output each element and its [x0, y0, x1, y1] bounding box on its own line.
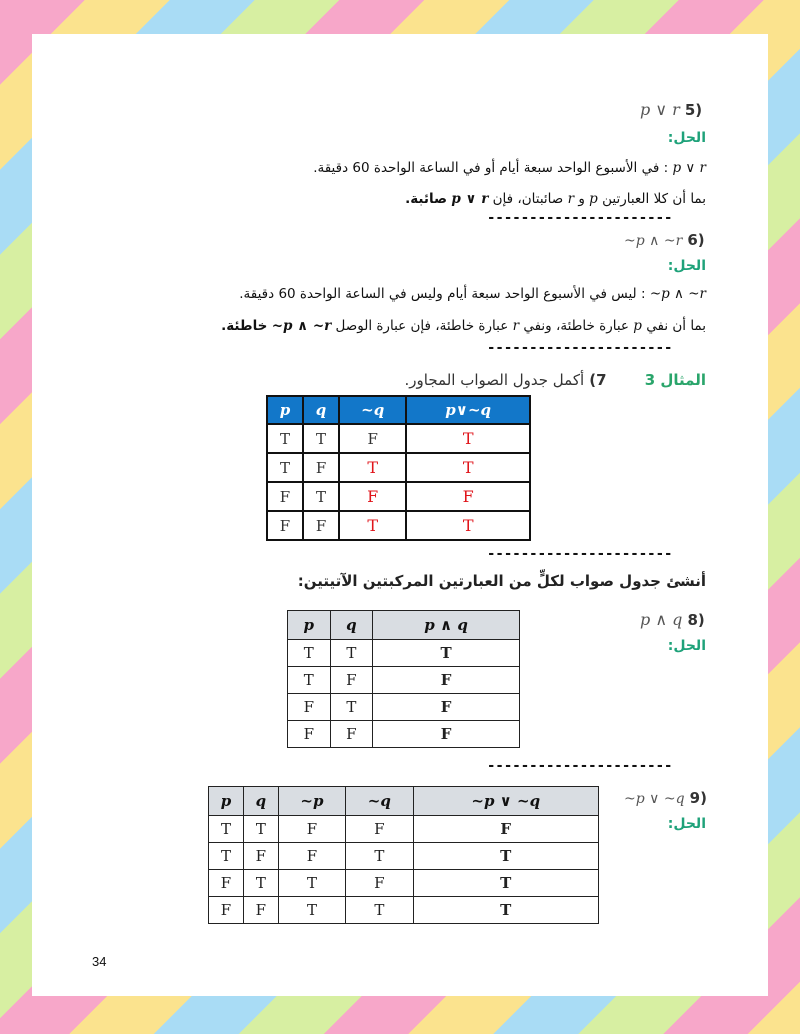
example-3-heading	[405, 370, 706, 389]
table-cell: T	[413, 897, 599, 924]
table-row	[288, 667, 520, 694]
table-row	[267, 424, 530, 453]
separator-1: ----------------------	[487, 210, 673, 226]
header-cell: ~q	[346, 787, 413, 816]
q6-expression: ~p ∧ ~r	[624, 233, 683, 249]
table-header-row	[267, 396, 530, 424]
table-cell: F	[413, 816, 599, 843]
table-cell: F	[267, 511, 303, 540]
table-row	[288, 721, 520, 748]
table-cell: F	[288, 721, 331, 748]
table-cell: F	[330, 721, 373, 748]
table-cell: F	[330, 667, 373, 694]
table-cell: T	[346, 843, 413, 870]
q6-line1-text: : ليس في الأسبوع الواحد سبعة أيام وليس في الساعة الواحدة 60 دقيقة.	[239, 286, 646, 302]
q9-expression: ~p ∨ ~q	[624, 791, 685, 807]
construct-heading: أنشئ جدول صواب لكلٍّ من العبارتين المركبتين الآتيتين:	[297, 572, 706, 590]
table-cell: T	[413, 870, 599, 897]
q6-line2-part-c: عبارة خاطئة، فإن عبارة الوصل	[335, 318, 509, 334]
table-cell: F	[339, 424, 406, 453]
q6-number: 6)	[687, 231, 705, 249]
q6-line2-expr: ~p ∧ ~r	[271, 318, 332, 334]
header-cell: p ∧ q	[373, 611, 520, 640]
table-row	[288, 694, 520, 721]
q9-heading	[624, 788, 707, 807]
table-cell: F	[243, 843, 278, 870]
table-cell: F	[303, 511, 339, 540]
q5-line2-r: r	[567, 191, 575, 207]
header-cell: p	[288, 611, 331, 640]
header-cell: ~q	[339, 396, 406, 424]
page-number: 34	[92, 954, 107, 969]
q5-line2-p: p	[589, 191, 598, 207]
answer-cell: T	[406, 424, 530, 453]
table-cell: F	[373, 667, 520, 694]
table-cell: T	[413, 843, 599, 870]
q7-number: 7)	[589, 371, 607, 389]
table-cell: T	[278, 870, 345, 897]
q8-number: 8)	[687, 611, 705, 629]
answer-cell: T	[406, 511, 530, 540]
q5-line2-expr: p ∨ r	[451, 191, 489, 207]
q5-expression: p ∨ r	[640, 100, 680, 119]
answer-cell: T	[339, 511, 406, 540]
q5-line2-part-b: صائبتان، فإن	[492, 191, 564, 207]
table-cell: F	[288, 694, 331, 721]
answer-cell: T	[339, 453, 406, 482]
page-sheet	[32, 34, 768, 996]
table-row	[267, 482, 530, 511]
q5-line2-part-a: بما أن كلا العبارتين	[602, 191, 706, 207]
table-cell: F	[346, 816, 413, 843]
q6-solution-label: الحل:	[667, 258, 706, 274]
q6-line-2	[221, 318, 706, 334]
q5-line1-expr: p ∨ r	[672, 160, 706, 176]
q6-line2-p: p	[633, 318, 642, 334]
table-cell: T	[330, 694, 373, 721]
table-cell: F	[373, 694, 520, 721]
table-cell: T	[303, 424, 339, 453]
header-cell: ~p ∨ ~q	[413, 787, 599, 816]
table-cell: T	[373, 640, 520, 667]
q8-solution-label: الحل:	[667, 638, 706, 654]
table-cell: T	[288, 640, 331, 667]
table-cell: T	[303, 482, 339, 511]
q6-line-1	[239, 286, 706, 302]
q7-title: أكمل جدول الصواب المجاور.	[404, 371, 585, 389]
q5-line2-and: و	[578, 191, 585, 207]
table-cell: F	[346, 870, 413, 897]
table-cell: T	[267, 424, 303, 453]
truth-table-example-3	[266, 395, 531, 541]
q6-line2-part-a: بما أن نفي	[646, 318, 706, 334]
table-cell: T	[243, 816, 278, 843]
header-cell: ~p	[278, 787, 345, 816]
table-cell: F	[278, 816, 345, 843]
table-row	[209, 870, 599, 897]
table-row	[209, 843, 599, 870]
table-header-row	[209, 787, 599, 816]
truth-table-q9	[208, 786, 599, 924]
q5-line-2	[405, 191, 706, 207]
q6-heading	[624, 230, 705, 249]
table-row	[267, 511, 530, 540]
truth-table-q8	[287, 610, 520, 748]
q9-number: 9)	[689, 789, 707, 807]
table-cell: T	[267, 453, 303, 482]
q8-expression: p ∧ q	[640, 610, 683, 629]
header-cell: q	[303, 396, 339, 424]
q6-line2-part-b: عبارة خاطئة، ونفي	[523, 318, 629, 334]
q5-heading	[640, 100, 702, 119]
q6-line2-part-d: خاطئة.	[221, 318, 268, 334]
table-cell: T	[209, 816, 244, 843]
q5-line1-text: : في الأسبوع الواحد سبعة أيام أو في الساعة الواحدة 60 دقيقة.	[313, 160, 669, 176]
q9-solution-label: الحل:	[667, 816, 706, 832]
q8-heading	[640, 610, 705, 629]
table-cell: T	[209, 843, 244, 870]
table-row	[209, 897, 599, 924]
header-cell: p∨~q	[406, 396, 530, 424]
q5-line-1	[313, 160, 706, 176]
q5-number: 5)	[684, 101, 703, 119]
answer-cell: F	[339, 482, 406, 511]
table-cell: F	[278, 843, 345, 870]
table-cell: F	[303, 453, 339, 482]
table-cell: T	[278, 897, 345, 924]
header-cell: q	[243, 787, 278, 816]
header-cell: p	[267, 396, 303, 424]
table-row	[209, 816, 599, 843]
q5-line2-part-c: صائبة.	[405, 191, 448, 207]
table-header-row	[288, 611, 520, 640]
example-3-label: المثال 3	[644, 371, 706, 389]
separator-2: ----------------------	[487, 340, 673, 356]
answer-cell: T	[406, 453, 530, 482]
table-cell: F	[373, 721, 520, 748]
table-cell: F	[209, 897, 244, 924]
q5-solution-label: الحل:	[667, 130, 706, 146]
table-cell: T	[330, 640, 373, 667]
table-cell: F	[267, 482, 303, 511]
table-row	[288, 640, 520, 667]
q6-line2-r: r	[512, 318, 520, 334]
q6-line1-expr: ~p ∧ ~r	[649, 286, 706, 302]
answer-cell: F	[406, 482, 530, 511]
header-cell: p	[209, 787, 244, 816]
table-cell: F	[209, 870, 244, 897]
table-row	[267, 453, 530, 482]
header-cell: q	[330, 611, 373, 640]
table-cell: F	[243, 897, 278, 924]
table-cell: T	[346, 897, 413, 924]
separator-4: ----------------------	[487, 758, 673, 774]
table-cell: T	[288, 667, 331, 694]
separator-3: ----------------------	[487, 546, 673, 562]
table-cell: T	[243, 870, 278, 897]
